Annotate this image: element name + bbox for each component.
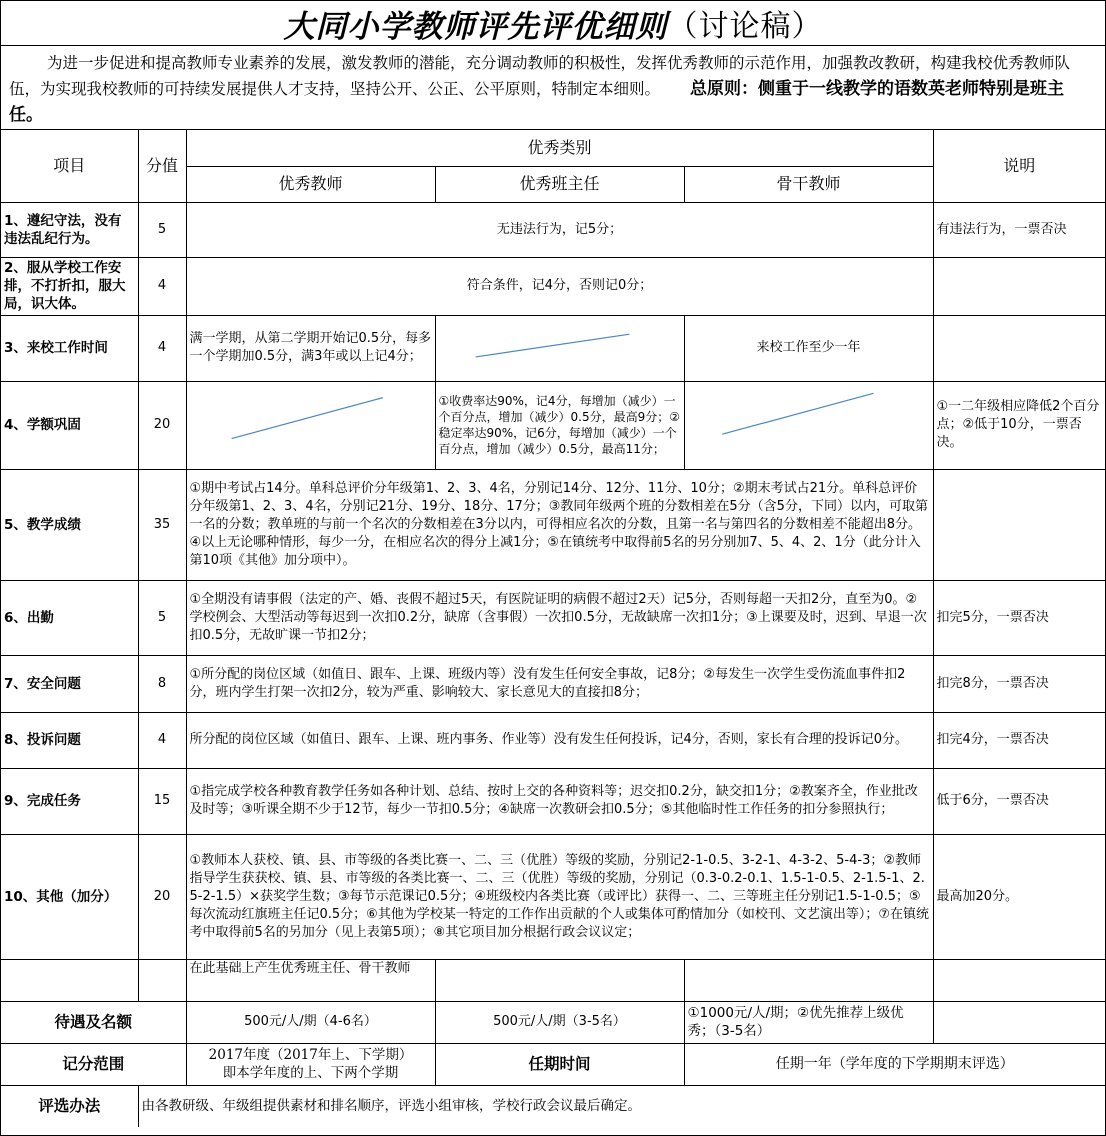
header-item: 项目 — [1, 130, 138, 202]
row-score: 20 — [138, 834, 186, 959]
table-row — [1, 959, 1105, 1001]
table-row — [1, 834, 1105, 959]
method-label: 评选办法 — [1, 1085, 138, 1127]
row-score: 5 — [138, 202, 186, 257]
row-note: ①一二年级相应降低2个百分点；②低于10分，一票否决。 — [933, 381, 1105, 469]
empty-slash-cell — [435, 315, 684, 381]
term-value: 任期一年（学年度的下学期期末评选） — [684, 1043, 1105, 1085]
row-note: 低于6分，一票否决 — [933, 768, 1105, 834]
row-head-teacher-criteria: ①收费率达90%，记4分，每增加（减少）一个百分点，增加（减少）0.5分，最高9分；②稳定率达90%，记6分，每增加（减少）一个百分点，增加（减少）0.5分，最高11分； — [435, 381, 684, 469]
table-row — [1, 580, 1105, 655]
scoring-range-line1: 2017年度（2017年上、下学期） — [208, 1047, 413, 1063]
scoring-range — [186, 1043, 435, 1085]
title-main: 大同小学教师评先评优细则 — [283, 8, 668, 45]
row-note: 扣完4分，一票否决 — [933, 712, 1105, 768]
row-item: 4、学额巩固 — [1, 381, 138, 469]
table-row — [1, 712, 1105, 768]
row-item: 3、来校工作时间 — [1, 315, 138, 381]
diagonal-slash — [187, 382, 435, 469]
intro-paragraph — [1, 46, 1105, 130]
row-score: 35 — [138, 469, 186, 580]
table-row — [1, 257, 1105, 315]
blank-cell — [138, 959, 186, 1001]
header-backbone-teacher: 骨干教师 — [684, 166, 933, 202]
table-row — [1, 768, 1105, 834]
row-item: 9、完成任务 — [1, 768, 138, 834]
header-score: 分值 — [138, 130, 186, 202]
row-note: 扣完8分，一票否决 — [933, 655, 1105, 712]
table-row — [1, 202, 1105, 257]
row-score: 20 — [138, 381, 186, 469]
row-note — [933, 257, 1105, 315]
row-score: 15 — [138, 768, 186, 834]
title-sub: （讨论稿） — [667, 9, 823, 44]
diagonal-slash — [436, 316, 684, 381]
header-row-1 — [1, 130, 1105, 166]
row-score: 4 — [138, 257, 186, 315]
empty-slash-cell — [684, 381, 933, 469]
row-content: ①教师本人获校、镇、县、市等级的各类比赛一、二、三（优胜）等级的奖励，分别记2-1-0.5、3-2-1、4-3-2、5-4-3；②教师指导学生获获校、镇、县、市等级的各类比赛一、二、三（优胜）等级的奖励，分别记（0.3-0.2-0.1、1.5-1-0.5、2-1.5-1、2.5-2-1.5）×获奖学生数；③每节示范课记0.5分；④班级校内各类比赛（或评比）获得一、二、三等班主任分别记1.5-1-0.5；⑤每次流动红旗班主任记0.5分；⑥其他为学校某一特定的工作作出贡献的个人或集体可酌情加分（如校刊、文艺演出等）；⑦在镇统考中取得前5名的另加分（见上表第5项）；⑧其它项目加分根据行政会议议定； — [186, 834, 933, 959]
row-note: 最高加20分。 — [933, 834, 1105, 959]
scoring-label: 记分范围 — [1, 1043, 186, 1085]
row-content: ①所分配的岗位区域（如值日、跟车、上课、班级内等）没有发生任何安全事故，记8分；②每发生一次学生受伤流血事件扣2分，班内学生打架一次扣2分，较为严重、影响较大、家长意见大的直接扣8分； — [186, 655, 933, 712]
term-label: 任期时间 — [435, 1043, 684, 1085]
row-teacher-criteria: 满一学期，从第二学期开始记0.5分，每多一个学期加0.5分，满3年或以上记4分； — [186, 315, 435, 381]
treatment-teacher: 500元/人/期（4-6名） — [186, 1001, 435, 1043]
table-row — [1, 469, 1105, 580]
empty-slash-cell — [186, 381, 435, 469]
row-item: 6、出勤 — [1, 580, 138, 655]
document-title — [1, 1, 1105, 46]
blank-cell — [933, 959, 1105, 1001]
treatment-label: 待遇及名额 — [1, 1001, 186, 1043]
row-content: 无违法行为，记5分； — [186, 202, 933, 257]
header-excellent-head-teacher: 优秀班主任 — [435, 166, 684, 202]
scoring-row — [1, 1043, 1105, 1085]
row-content: ①期中考试占14分。单科总评价分年级第1、2、3、4名，分别记14分、12分、11分、10分；②期末考试占21分。单科总评价分年级第1、2、3、4名，分别记21分、19分、18分、17分；③教同年级两个班的分数相差在5分（含5分，下同）以内，可取第一名的分数；教单班的与前一个名次的分数相差在3分以内，可得相应名次的分数，且第一名与第四名的分数相差不能超出8分。④以上无论哪种情形，每少一分，在相应名次的得分上减1分；⑤在镇统考中取得前5名的另分别加7、5、4、2、1分（此分计入第10项《其他》加分项中）。 — [186, 469, 933, 580]
row-content: 符合条件，记4分，否则记0分； — [186, 257, 933, 315]
row-score: 4 — [138, 712, 186, 768]
scoring-range-line2: 即本学年度的上、下两个学期 — [222, 1065, 399, 1081]
method-row — [1, 1085, 1105, 1127]
criteria-table — [1, 130, 1105, 1127]
row-score: 8 — [138, 655, 186, 712]
treatment-head-teacher: 500元/人/期（3-5名） — [435, 1001, 684, 1043]
basis-text: 在此基础上产生优秀班主任、骨干教师 — [186, 959, 435, 1001]
row-item: 8、投诉问题 — [1, 712, 138, 768]
table-row — [1, 315, 1105, 381]
blank-cell — [933, 1001, 1105, 1043]
row-content: 所分配的岗位区域（如值日、跟车、上课、班内事务、作业等）没有发生任何投诉，记4分，否则，家长有合理的投诉记0分。 — [186, 712, 933, 768]
intro-text: 为进一步促进和提高教师专业素养的发展，激发教师的潜能，充分调动教师的积极性，发挥优秀教师的示范作用，加强教改教研，构建我校优秀教师队伍，为实现我校教师的可持续发展提供人才支持，坚持公开、公正、公平原则，特制定本细则。 — [9, 54, 1071, 98]
header-note: 说明 — [933, 130, 1105, 202]
row-item: 7、安全问题 — [1, 655, 138, 712]
table-row — [1, 381, 1105, 469]
row-note — [933, 315, 1105, 381]
treatment-backbone: ①1000元/人/期；②优先推荐上级优秀；（3-5名） — [684, 1001, 933, 1043]
row-item: 10、其他（加分） — [1, 834, 138, 959]
blank-cell — [1, 959, 138, 1001]
row-note: 扣完5分，一票否决 — [933, 580, 1105, 655]
header-excellent-teacher: 优秀教师 — [186, 166, 435, 202]
header-category: 优秀类别 — [186, 130, 933, 166]
diagonal-slash — [685, 382, 933, 469]
blank-cell — [684, 959, 933, 1001]
row-content: ①指完成学校各种教育教学任务如各种计划、总结、按时上交的各种资料等；迟交扣0.2分，缺交扣1分；②教案齐全，作业批改及时等；③听课全期不少于12节，每少一节扣0.5分；④缺席一次教研会扣0.5分；⑤其他临时性工作任务的扣分参照执行； — [186, 768, 933, 834]
general-principle: 总原则：侧重于一线教学的语数英老师特别是班主任。 — [9, 79, 1065, 125]
row-item: 1、遵纪守法，没有违法乱纪行为。 — [1, 202, 138, 257]
method-value: 由各教研级、年级组提供素材和排名顺序，评选小组审核，学校行政会议最后确定。 — [138, 1085, 1105, 1127]
row-item: 5、教学成绩 — [1, 469, 138, 580]
row-backbone-criteria: 来校工作至少一年 — [684, 315, 933, 381]
row-note: 有违法行为，一票否决 — [933, 202, 1105, 257]
blank-cell — [435, 959, 684, 1001]
row-score: 4 — [138, 315, 186, 381]
treatment-row — [1, 1001, 1105, 1043]
row-note — [933, 469, 1105, 580]
row-item: 2、服从学校工作安排，不打折扣，服大局，识大体。 — [1, 257, 138, 315]
row-content: ①全期没有请事假（法定的产、婚、丧假不超过5天，有医院证明的病假不超过2天）记5分，否则每超一天扣2分，直至为0。②学校例会、大型活动等每迟到一次扣0.2分，缺席（含事假）一次扣0.5分，无故缺席一次扣1分；③上课要及时，迟到、早退一次扣0.5分，无故旷课一节扣2分； — [186, 580, 933, 655]
table-row — [1, 655, 1105, 712]
row-score: 5 — [138, 580, 186, 655]
